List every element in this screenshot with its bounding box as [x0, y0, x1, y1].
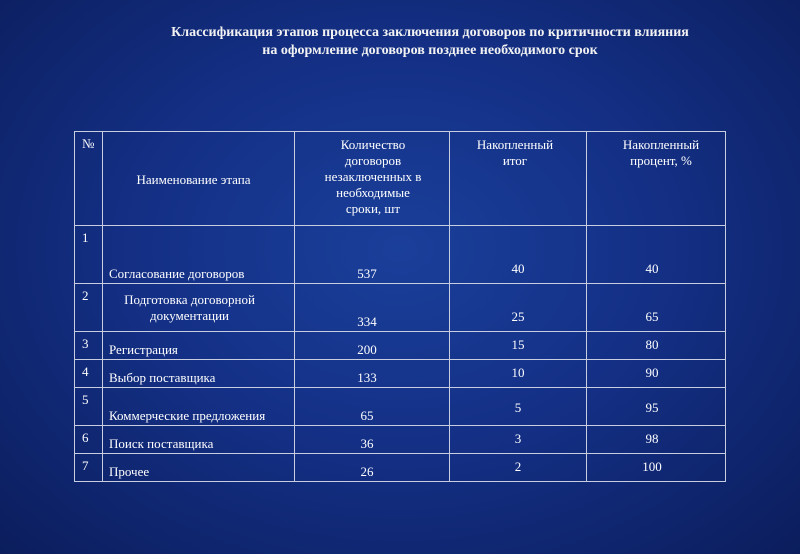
table-row	[75, 284, 726, 332]
row-cum-total: 40	[511, 261, 525, 276]
header-count	[295, 132, 450, 226]
row-count: 133	[357, 370, 377, 385]
table-row	[75, 454, 726, 482]
stages-table	[74, 131, 726, 482]
row-cum-percent: 90	[645, 365, 659, 380]
title-line-1: Классификация этапов процесса заключения договоров по критичности влияния	[171, 25, 689, 40]
row-cum-percent: 95	[645, 400, 659, 415]
row-cum-percent: 40	[645, 261, 659, 276]
row-cum-percent: 98	[645, 431, 659, 446]
table-row	[75, 426, 726, 454]
row-cum-percent: 80	[645, 337, 659, 352]
row-count: 65	[360, 408, 374, 423]
page-title	[120, 24, 740, 60]
row-num: 6	[82, 430, 89, 445]
table-row	[75, 332, 726, 360]
row-num: 4	[82, 364, 89, 379]
row-num: 5	[82, 392, 89, 407]
row-num: 7	[82, 458, 89, 473]
row-count: 334	[357, 314, 377, 329]
row-cum-total: 3	[514, 431, 522, 446]
row-count: 26	[360, 464, 374, 479]
row-cum-total: 25	[511, 309, 525, 324]
row-name: Поиск поставщика	[109, 436, 214, 451]
header-cum-total	[450, 132, 587, 226]
row-cum-total: 15	[511, 337, 525, 352]
row-count: 537	[357, 266, 377, 281]
header-cum-total-label: Накопленный итог	[476, 137, 554, 168]
row-num: 3	[82, 336, 89, 351]
header-row	[75, 132, 726, 226]
row-cum-total: 10	[511, 365, 525, 380]
row-cum-total: 5	[514, 400, 522, 415]
table-row	[75, 226, 726, 284]
row-num: 2	[82, 288, 89, 303]
header-name-label: Наименование этапа	[136, 172, 251, 187]
row-num: 1	[82, 230, 89, 245]
row-count: 36	[360, 436, 374, 451]
header-name	[103, 132, 295, 226]
row-name: Выбор поставщика	[109, 370, 216, 385]
table-row	[75, 388, 726, 426]
row-name: Подготовка договорной документации	[124, 292, 255, 323]
title-line-2: на оформление договоров позднее необходимого срок	[262, 43, 598, 58]
header-cum-percent-label: Накопленный процент, %	[622, 137, 700, 168]
row-name: Коммерческие предложения	[109, 408, 266, 423]
header-cum-percent	[587, 132, 726, 226]
row-cum-percent: 100	[642, 459, 662, 474]
row-name: Согласование договоров	[109, 266, 245, 281]
header-num: №	[75, 132, 103, 226]
row-cum-total: 2	[514, 459, 522, 474]
row-name: Прочее	[109, 464, 150, 479]
header-count-label: Количество договоров незаключенных в необходимые сроки, шт	[324, 137, 422, 216]
row-cum-percent: 65	[645, 309, 659, 324]
table-row	[75, 360, 726, 388]
row-count: 200	[357, 342, 377, 357]
row-name: Регистрация	[109, 342, 178, 357]
